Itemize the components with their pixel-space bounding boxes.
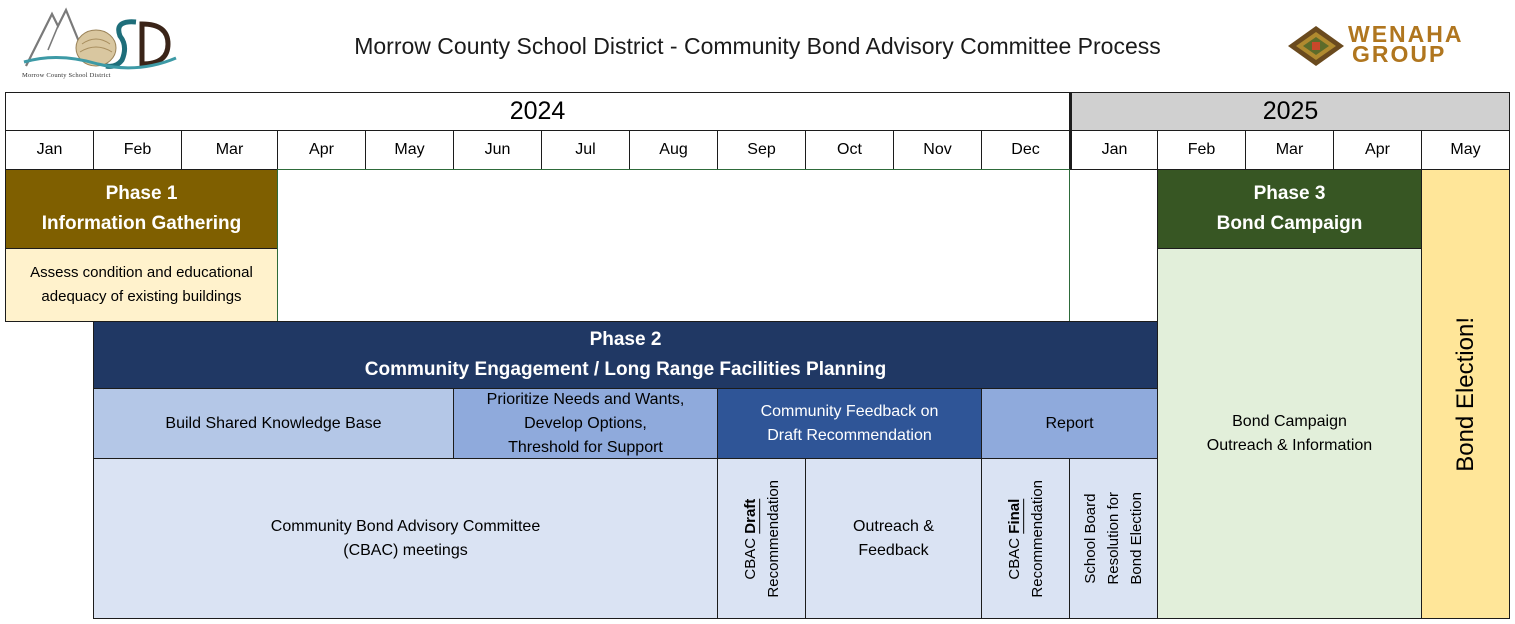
school-board-line2: Resolution for [1105,492,1122,585]
bond-election [1421,169,1510,619]
month-jul-2024: Jul [541,130,630,170]
mcsd-logo-mark [18,4,178,74]
cbac-final-text [1003,480,1049,598]
year-2025: 2025 [1069,92,1510,131]
phase2-build-knowledge: Build Shared Knowledge Base [93,388,454,459]
phase3-body-line2: Outreach & Information [1206,436,1373,454]
month-may-2024: May [365,130,454,170]
phase1-task-line1: Assess condition and educational [30,264,253,281]
month-nov-2024: Nov [893,130,982,170]
wenaha-emblem-icon [1286,24,1346,68]
mcsd-logo [18,4,178,86]
month-sep-2024: Sep [717,130,806,170]
month-feb-2024: Feb [93,130,182,170]
phase1-task-line2: adequacy of existing buildings [41,288,242,305]
cbac-final-recommendation [981,458,1070,619]
phase2-subtitle: Community Engagement / Long Range Facilities Planning [364,359,887,380]
outreach-line1: Outreach & [853,517,934,535]
cbac-draft-text [739,480,785,598]
phase3-body-line1: Bond Campaign [1232,412,1347,430]
phase3-header [1157,169,1422,249]
cbac-meetings [93,458,718,619]
prioritize-line3: Threshold for Support [508,438,663,456]
phase2-prioritize-needs [453,388,718,459]
cbac-final-prefix: CBAC [1005,533,1023,579]
empty-timeline-area [277,169,1070,322]
feedback-line2: Draft Recommendation [767,426,932,444]
month-feb-2025: Feb [1157,130,1246,170]
wenaha-logo-line2: GROUP [1352,41,1447,67]
cbac-final-line1 [1003,480,1026,598]
phase1-task [5,248,278,322]
year-2024: 2024 [5,92,1070,131]
month-mar-2025: Mar [1245,130,1334,170]
cbac-final-line2: Recommendation [1028,479,1046,598]
bond-election-label: Bond Election! [1451,316,1479,472]
school-board-line1: School Board [1082,493,1099,584]
phase3-bond-campaign [1157,248,1422,619]
wenaha-logo-line1: WENAHA [1348,21,1464,47]
cbac-draft-prefix: CBAC [741,533,759,579]
cbac-draft-word: Draft [741,498,759,534]
month-oct-2024: Oct [805,130,894,170]
phase2-header [93,321,1158,389]
page-title: Morrow County School District - Community Bond Advisory Committee Process [354,33,1161,59]
phase2-report: Report [981,388,1158,459]
month-apr-2024: Apr [277,130,366,170]
phase1-header [5,169,278,249]
month-aug-2024: Aug [629,130,718,170]
wenaha-group-logo [1286,22,1511,70]
month-mar-2024: Mar [181,130,278,170]
month-jun-2024: Jun [453,130,542,170]
feedback-line1: Community Feedback on [760,402,939,420]
school-board-line3: Bond Election [1128,492,1145,585]
prioritize-line1: Prioritize Needs and Wants, [486,390,685,408]
cbac-final-word: Final [1005,498,1023,534]
month-jan-2024: Jan [5,130,94,170]
month-apr-2025: Apr [1333,130,1422,170]
phase3-subtitle: Bond Campaign [1216,213,1363,234]
cbac-draft-line2: Recommendation [764,479,782,598]
phase2-community-feedback [717,388,982,459]
prioritize-line2: Develop Options, [524,414,647,432]
phase1-subtitle: Information Gathering [41,213,242,234]
phase2-title: Phase 2 [589,329,662,350]
cbac-meetings-line2: (CBAC) meetings [343,541,468,559]
phase1-title: Phase 1 [105,183,178,204]
outreach-line2: Feedback [858,541,929,559]
month-jan-2025: Jan [1069,130,1158,170]
month-may-2025: May [1421,130,1510,170]
month-dec-2024: Dec [981,130,1070,170]
phase3-title: Phase 3 [1253,183,1326,204]
school-board-text [1079,492,1148,585]
outreach-feedback [805,458,982,619]
mcsd-logo-caption: Morrow County School District [22,72,111,79]
school-board-resolution [1069,458,1158,619]
wenaha-logo-text [1348,21,1464,67]
cbac-meetings-line1: Community Bond Advisory Committee [270,517,541,535]
cbac-draft-recommendation [717,458,806,619]
cbac-draft-line1 [739,480,762,598]
